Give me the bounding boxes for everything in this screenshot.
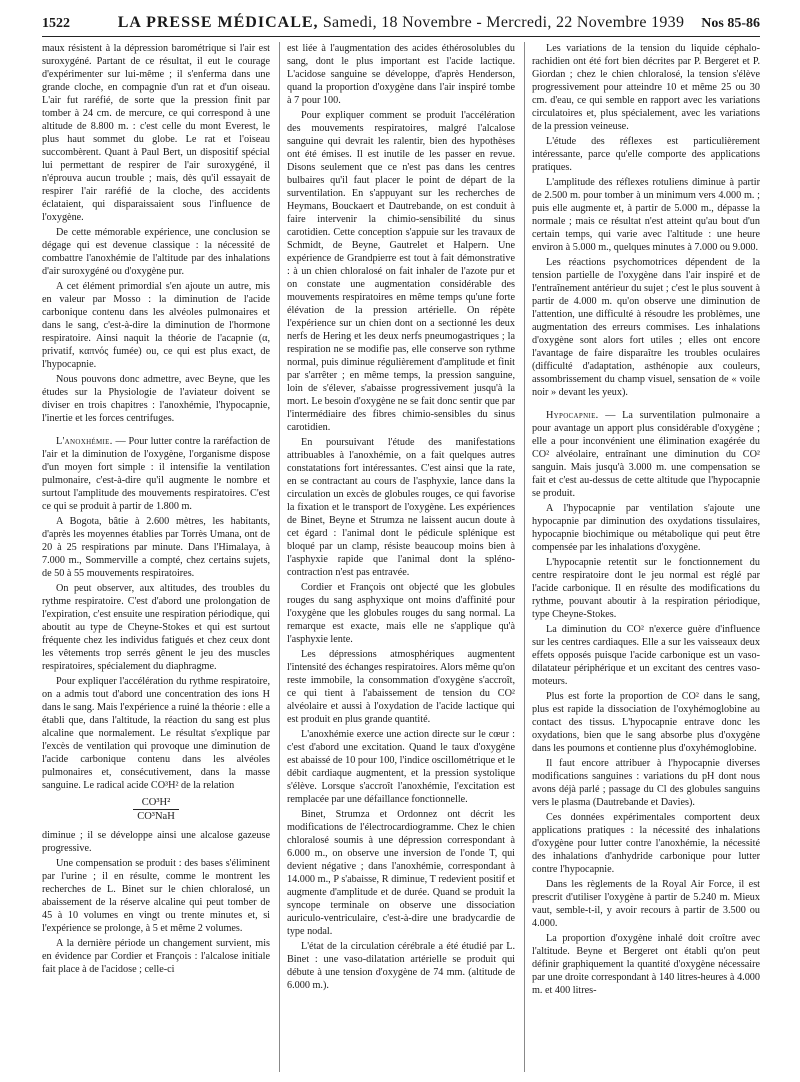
paragraph: Les variations de la tension du liquide céphalo-rachidien ont été fort bien décrites par P. Bergeret et P. Giordan ; chez le chien chloralosé, la tension s'élève progressivement pour atteindre 10 et même 25 ou 30 cm. d'eau, ce qui semble en rapport avec les variations circulatoires et, plus spécialement, avec les variations de la pression veineuse. bbox=[532, 43, 760, 132]
column-1 bbox=[42, 42, 270, 978]
column-divider bbox=[279, 42, 280, 1072]
paragraph: L'hypocapnie retentit sur le fonctionnement du centre respiratoire dont le jeu normal est réglé par l'acide carbonique. Il en résulte des modifications du rythme, pouvant aboutir à la respiration périodique, type Cheyne-Stokes. bbox=[532, 557, 760, 620]
issue-date: Samedi, 18 Novembre - Mercredi, 22 Novembre 1939 bbox=[322, 14, 685, 31]
paragraph: Plus est forte la proportion de CO² dans le sang, plus est rapide la dissociation de l'oxyhémoglobine au contact des tissus. L'hypocapnie entrave donc les oxydations, bien que le sang absorbe plus d'oxygène dans les poumons et contienne plus d'oxyhémoglobine. bbox=[532, 691, 760, 754]
paragraph: Une compensation se produit : des bases s'éliminent par l'urine ; il en résulte, comme le montrent les recherches de L. Binet sur le chien chloralosé, un abaissement de la réserve alcaline qui peut tomber de 45 à 10 volumes en vingt ou trente minutes et, si l'expérience se prolonge, à 5 et même 2 volumes. bbox=[42, 858, 270, 934]
paragraph: L'état de la circulation cérébrale a été étudié par L. Binet : une vaso-dilatation artérielle se produit qui débute à une tension d'oxygène de 74 mm. (altitude de 6.000 m.). bbox=[287, 941, 515, 991]
paragraph: L'étude des réflexes est particulièrement intéressante, parce qu'elle comporte des applications pratiques. bbox=[532, 136, 760, 173]
column-divider bbox=[524, 42, 525, 1072]
running-title bbox=[42, 14, 760, 32]
formula-denominator: CO³NaH bbox=[137, 811, 175, 822]
section-heading: L'anoxhémie. bbox=[56, 436, 113, 447]
paragraph: La diminution du CO² n'exerce guère d'influence sur les centres cardiaques. Elle a sur les vaisseaux deux effets opposés puisque l'acide carbonique est un vaso-dilatateur périphérique et un excitant des centres vaso-moteurs. bbox=[532, 624, 760, 687]
paragraph: A cet élément primordial s'en ajoute un autre, mis en valeur par Mosso : la diminution de l'acide carbonique contenu dans les alvéoles pulmonaires et dans le sang, c'est-à-dire la diminution de l'hormone respiratoire. Ainsi naquit la théorie de l'acapnie (α, privatif, καπνός fumée) ou, ce qui est plus exact, de l'hypocapnie. bbox=[42, 281, 270, 370]
paragraph: Dans les règlements de la Royal Air Force, il est prescrit d'utiliser l'oxygène à partir de 5.240 m. Mieux vaut, semble-t-il, y avoir recours à partir de 3.500 ou 4.000. bbox=[532, 879, 760, 929]
paragraph: est liée à l'augmentation des acides éthérosolubles du sang, dont le plus important est l'acide lactique. L'acidose sanguine se développe, d'après Henderson, quand la proportion d'oxygène dans l'air inspiré tombe à 7 pour 100. bbox=[287, 43, 515, 106]
paragraph: Pour expliquer comment se produit l'accélération des mouvements respiratoires, malgré l'alcalose sanguine qui devrait les ralentir, bien des hypothèses ont été émises. Il est inutile de les passer en revue. Disons seulement que ce n'est pas dans les centres bulbaires qu'il faut placer le point de départ de la surventilation. En s'appuyant sur les recherches de Heymans, Bouckaert et Dautrebande, on est conduit à faire intervenir la chimio-sensibilité du sinus carotidien. Cette conception s'appuie sur les travaux de Schmidt, de Beyne, Gautrelet et Halpern. Une expérience de Grandpierre est tout à fait démonstrative : à un chien chloralosé on fait inhaler de l'azote pur et on constate une augmentation considérable des mouvements respiratoires en même temps qu'une forte élévation de la pression artérielle. On répète l'expérience sur un chien dont on a sectionné les deux nerfs de Hering et les deux nerfs pneumogastriques ; la respiration ne se modifie pas, elle conserve son rythme normal, puis diminue régulièrement d'amplitude et finit par s'arrêter ; en même temps, la pression sanguine, loin de s'élever, s'abaisse progressivement jusqu'à la mort. Le besoin d'oxygène ne se fait donc sentir que par l'intermédiaire des fibres chimio-sensibles du sinus carotidien. bbox=[287, 110, 515, 433]
section-paragraph: Hypocapnie. — La surventilation pulmonaire a pour avantage un apport plus considérable d'oxygène ; elle a pour inconvénient une élimination exagérée du CO² alvéolaire, entraînant une diminution du CO² sanguin. Mais jusqu'à 3.000 m. une compensation se fait et c'est au-dessus de cette altitude que l'hypocapnie se produit. bbox=[532, 410, 760, 499]
paragraph: Pour expliquer l'accélération du rythme respiratoire, on a admis tout d'abord une concentration des ions H dans le sang. Mais l'expérience a ruiné la théorie : elle a établi que, dans l'altitude, la réaction du sang est plus alcaline que normalement. Le résultat s'explique par l'excès de ventilation qui provoque une diminution de l'acide carbonique contenu dans les alvéoles pulmonaires et, consécutivement, dans la masse sanguine. Le radical acide CO³H² de la relation bbox=[42, 676, 270, 791]
paragraph: A l'hypocapnie par ventilation s'ajoute une hypocapnie par diminution des oxydations tissulaires, hypocapnie biochimique ou métabolique qui peut être compensée par les inhalations d'oxygène. bbox=[532, 503, 760, 553]
paragraph: Il faut encore attribuer à l'hypocapnie diverses modifications sanguines : variations du pH dont nous avons déjà parlé ; passage du Cl des globules sanguins vers le plasma (Dautrebande et Davies). bbox=[532, 758, 760, 808]
header-rule bbox=[42, 36, 760, 37]
paragraph: Nous pouvons donc admettre, avec Beyne, que les études sur la Physiologie de l'aviateur doivent se diviser en trois chapitres : l'anoxhémie, l'hypocapnie, l'inertie et les forces centrifuges. bbox=[42, 374, 270, 424]
section-paragraph: L'anoxhémie. — Pour lutter contre la raréfaction de l'air et la diminution de l'oxygène, l'organisme dispose d'un moyen fort simple : il intensifie la ventilation pulmonaire, c'est-à-dire qu'il augmente le nombre et surtout l'amplitude des mouvements respiratoires. C'est ce qui se produit à partir de 1.800 m. bbox=[42, 436, 270, 512]
paragraph: En poursuivant l'étude des manifestations attribuables à l'anoxhémie, on a fait quelques autres constatations fort intéressantes. C'est ainsi que la rate, en se contractant au cours de l'asphyxie, lance dans la circulation un excès de globules rouges, ce qui favorise la fixation et le transport de l'oxygène. Les expériences de Binet, Beyne et Strumza ne laissent aucun doute à cet égard : l'animal dont le pédicule splénique est bloqué par un clamp, résiste beaucoup moins bien à l'asphyxie rapide que l'animal dont la spléno-contraction n'est pas entravée. bbox=[287, 437, 515, 578]
paragraph: De cette mémorable expérience, une conclusion se dégage qui est devenue classique : la nécessité de combattre l'anoxhémie de l'altitude par des inhalations d'air suroxygéné ou d'oxygène pur. bbox=[42, 227, 270, 277]
paragraph: La proportion d'oxygène inhalé doit croître avec l'altitude. Beyne et Bergeret ont établi qu'on peut définir graphiquement la quantité d'oxygène nécessaire par une droite correspondant à 140 litres-heures à 4.000 m. et 400 litres- bbox=[532, 933, 760, 996]
paragraph: L'anoxhémie exerce une action directe sur le cœur : c'est d'abord une excitation. Quand le taux d'oxygène est abaissé de 10 pour 100, l'indice oscillométrique et le débit cardiaque augmentent, et la pression systolique s'élève. Lorsque s'accroît l'anoxhémie, l'excitation est remplacée par une défaillance fonctionnelle. bbox=[287, 729, 515, 805]
paragraph: maux résistent à la dépression barométrique si l'air est suroxygéné. Partant de ce résultat, il eut le courage d'expérimenter sur lui-même ; il s'enferma dans une grande cloche, en compagnie d'un rat et d'un oiseau. L'air fut raréfié, de sorte que la pression finit par tomber à 24 cm. de mercure, ce qui correspond à une altitude de 8.800 m. : c'est celle du mont Everest, le plus haut sommet du globe. Le rat et l'oiseau succombèrent. Quant à Paul Bert, un dispositif spécial lui permettant de respirer de l'air suroxygéné, il n'éprouva aucun trouble ; mais, dès qu'il essayait de respirer l'air raréfié de la cloche, des accidents éclataient, qui disparaissaient sous l'influence de l'oxygène. bbox=[42, 43, 270, 223]
paragraph: A Bogota, bâtie à 2.600 mètres, les habitants, d'après les moyennes établies par Torrès Umana, ont de 20 à 25 respirations par minute. Dans l'Himalaya, à 7.000 m., Sommerville a compté, chez certains sujets, de 50 à 55 mouvements respiratoires. bbox=[42, 516, 270, 579]
paragraph: A la dernière période un changement survient, mis en évidence par Cordier et François : l'alcalose initiale fait place à de l'acidose ; celle-ci bbox=[42, 938, 270, 975]
paragraph: Binet, Strumza et Ordonnez ont décrit les modifications de l'électrocardiogramme. Chez le chien chloralosé soumis à une dépression correspondant à 6.000 m., on observe une inversion de l'onde T, qui devient négative ; dans l'anoxhémie, correspondant à 14.000 m., P s'abaisse, R diminue, T redevient positif et augmente d'amplitude et de durée. Quand se produit la syncope terminale on observe une dissociation auriculo-ventriculaire, c'est-à-dire une bradycardie de type nodal. bbox=[287, 809, 515, 937]
journal-name: LA PRESSE MÉDICALE, bbox=[117, 14, 319, 31]
column-3 bbox=[532, 42, 760, 999]
formula-numerator: CO³H² bbox=[133, 796, 179, 810]
page-header bbox=[42, 10, 760, 38]
paragraph: On peut observer, aux altitudes, des troubles du rythme respiratoire. C'est d'abord une prolongation de l'expiration, c'est ensuite une respiration périodique, qui aboutit au type de Cheyne-Stokes et qui est surtout fréquente chez les individus fatigués et chez ceux dont les vêtements trop serrés gênent le jeu des muscles respiratoires, spécialement du diaphragme. bbox=[42, 583, 270, 672]
page-number: 1522 bbox=[42, 16, 70, 31]
paragraph: Les dépressions atmosphériques augmentent l'intensité des échanges respiratoires. Alors même qu'on reste immobile, la consommation d'oxygène s'accroît, ce qui tient à l'abaissement de tension du CO² alvéolaire et aussi à l'oxydation de l'acide lactique qui est produit en plus grande quantité. bbox=[287, 649, 515, 725]
paragraph: Ces données expérimentales comportent deux applications pratiques : la nécessité des inhalations d'oxygène pour lutter contre l'anoxhémie, la nécessité des inhalations d'anhydride carbonique pour lutter contre l'hypocapnie. bbox=[532, 812, 760, 875]
paragraph: Cordier et François ont objecté que les globules rouges du sang asphyxique ont moins d'affinité pour l'oxygène que les globules rouges du sang normal. La remarque est exacte, mais elle ne s'applique qu'à l'asphyxie lente. bbox=[287, 582, 515, 645]
paragraph: L'amplitude des réflexes rotuliens diminue à partir de 2.500 m. pour tomber à un minimum vers 4.000 m. ; puis elle augmente et, à partir de 5.000 m., dépasse la normale ; mais ce résultat n'est atteint qu'au bout d'un certain temps, qui varie avec l'altitude : une heure environ à 5.000 m., quelques minutes à 7.000 ou 9.000. bbox=[532, 177, 760, 253]
issue-number: Nos 85-86 bbox=[701, 16, 760, 31]
paragraph: diminue ; il se développe ainsi une alcalose gazeuse progressive. bbox=[42, 830, 270, 854]
section-heading: Hypocapnie. bbox=[546, 410, 599, 421]
paragraph: Les réactions psychomotrices dépendent de la tension partielle de l'oxygène dans l'air inspiré et de l'entraînement antérieur du sujet ; c'est le plus souvent à partir de 4.000 m. qu'on observe une diminution de l'attention, une difficulté à résoudre les problèmes, une augmentation des erreurs commises. Les inhalations d'oxygène sont alors fort utiles ; elles ont encore l'avantage de faire disparaître les troubles oculaires (difficulté d'adaptation, asthénopie aux couleurs, assombrissement du champ visuel, sensation de « voile noir » devant les yeux). bbox=[532, 257, 760, 398]
column-2 bbox=[287, 42, 515, 994]
chemical-formula bbox=[42, 796, 270, 823]
